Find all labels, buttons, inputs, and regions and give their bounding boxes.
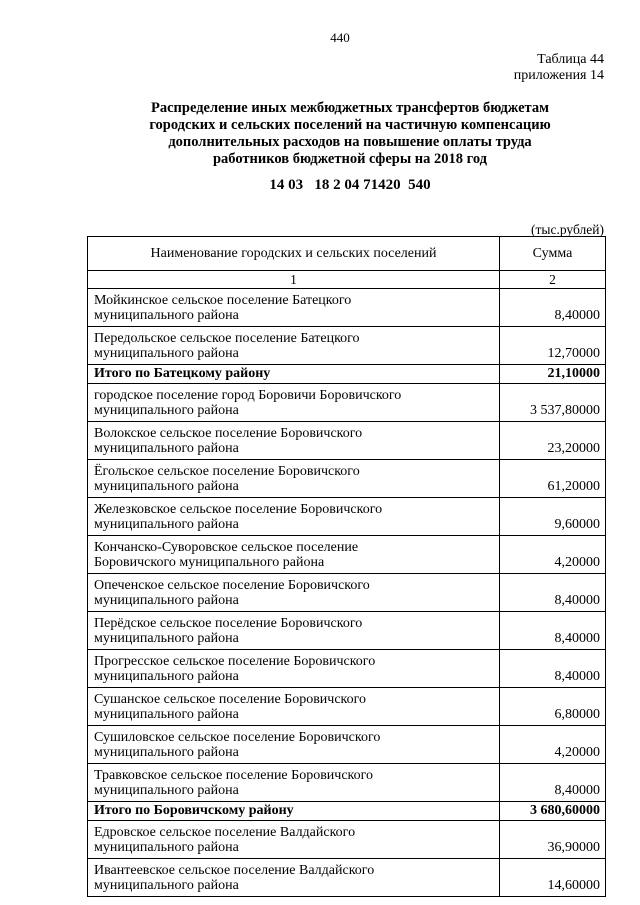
table-reference xyxy=(514,52,604,84)
total-label: Итого по Батецкому району xyxy=(88,365,500,384)
unit-label: (тыс.рублей) xyxy=(531,222,604,237)
settlement-name xyxy=(88,859,500,897)
settlement-name xyxy=(88,574,500,612)
settlement-name xyxy=(88,764,500,802)
total-row xyxy=(88,802,606,821)
settlement-name xyxy=(88,821,500,859)
table-row xyxy=(88,327,606,365)
settlement-name-line-2: муниципального района xyxy=(94,744,239,760)
title-line-4: работников бюджетной сферы на 2018 год xyxy=(212,151,488,167)
column-index-name: 1 xyxy=(88,271,500,289)
table-row xyxy=(88,859,606,897)
header-row xyxy=(88,237,606,271)
settlement-name-line-1: Сушанское сельское поселение Боровичского xyxy=(94,691,367,707)
row-sum: 4,20000 xyxy=(500,726,606,764)
settlement-name-line-1: городское поселение город Боровичи Боровичского xyxy=(94,387,402,403)
settlement-name-line-2: муниципального района xyxy=(94,782,239,798)
settlement-name-line-2: муниципального района xyxy=(94,630,239,646)
settlement-name xyxy=(88,688,500,726)
document-title xyxy=(90,100,610,168)
table-row xyxy=(88,460,606,498)
row-sum: 4,20000 xyxy=(500,536,606,574)
settlement-name xyxy=(88,726,500,764)
settlement-name xyxy=(88,327,500,365)
title-line-3: дополнительных расходов на повышение оплаты труда xyxy=(168,134,532,150)
settlement-name-line-2: муниципального района xyxy=(94,516,239,532)
settlement-name-line-2: муниципального района xyxy=(94,839,239,855)
table-row xyxy=(88,422,606,460)
table-row xyxy=(88,574,606,612)
settlement-name-line-2: муниципального района xyxy=(94,877,239,893)
settlement-name-line-1: Железковское сельское поселение Боровичского xyxy=(94,501,383,517)
settlement-name-line-2: муниципального района xyxy=(94,478,239,494)
page-number: 440 xyxy=(330,30,350,45)
row-sum: 8,40000 xyxy=(500,612,606,650)
row-sum: 61,20000 xyxy=(500,460,606,498)
table-row xyxy=(88,688,606,726)
settlement-name-line-1: Травковское сельское поселение Боровичского xyxy=(94,767,374,783)
total-row xyxy=(88,365,606,384)
settlement-name xyxy=(88,498,500,536)
settlement-name-line-2: Боровичского муниципального района xyxy=(94,554,325,570)
settlement-name-line-2: муниципального района xyxy=(94,402,239,418)
row-sum: 8,40000 xyxy=(500,289,606,327)
settlement-name-line-2: муниципального района xyxy=(94,706,239,722)
budget-code: 14 03 18 2 04 71420 540 xyxy=(269,177,431,193)
settlement-name xyxy=(88,460,500,498)
table-row xyxy=(88,498,606,536)
settlement-name xyxy=(88,612,500,650)
row-sum: 3 537,80000 xyxy=(500,384,606,422)
title-line-2: городских и сельских поселений на частичную компенсацию xyxy=(149,117,551,133)
settlement-name-line-1: Прогресское сельское поселение Боровичского xyxy=(94,653,376,669)
table-row xyxy=(88,536,606,574)
settlement-name xyxy=(88,422,500,460)
settlement-name-line-2: муниципального района xyxy=(94,668,239,684)
row-sum: 36,90000 xyxy=(500,821,606,859)
settlement-name-line-1: Едровское сельское поселение Валдайского xyxy=(94,824,356,840)
column-index-sum: 2 xyxy=(500,271,606,289)
settlement-name xyxy=(88,536,500,574)
header-name: Наименование городских и сельских поселений xyxy=(88,237,500,271)
table-ref-line-2: приложения 14 xyxy=(513,68,604,83)
table-ref-line-1: Таблица 44 xyxy=(537,52,604,67)
header-sum: Сумма xyxy=(500,237,606,271)
settlement-name-line-1: Сушиловское сельское поселение Боровичского xyxy=(94,729,381,745)
row-sum: 9,60000 xyxy=(500,498,606,536)
settlement-name-line-1: Мойкинское сельское поселение Батецкого xyxy=(94,292,352,308)
table-row xyxy=(88,289,606,327)
column-index-row xyxy=(88,271,606,289)
settlement-name-line-2: муниципального района xyxy=(94,307,239,323)
settlement-name-line-1: Ивантеевское сельское поселение Валдайского xyxy=(94,862,375,878)
table-row xyxy=(88,384,606,422)
settlement-name-line-2: муниципального района xyxy=(94,345,239,361)
total-label: Итого по Боровичскому району xyxy=(88,802,500,821)
table-row xyxy=(88,726,606,764)
row-sum: 6,80000 xyxy=(500,688,606,726)
transfers-table xyxy=(87,236,606,897)
row-sum: 3 680,60000 xyxy=(500,802,606,821)
row-sum: 23,20000 xyxy=(500,422,606,460)
row-sum: 8,40000 xyxy=(500,574,606,612)
settlement-name-line-1: Перёдское сельское поселение Боровичского xyxy=(94,615,363,631)
settlement-name-line-1: Волокское сельское поселение Боровичского xyxy=(94,425,363,441)
settlement-name xyxy=(88,650,500,688)
row-sum: 12,70000 xyxy=(500,327,606,365)
settlement-name-line-2: муниципального района xyxy=(94,592,239,608)
table-row xyxy=(88,612,606,650)
table-row xyxy=(88,650,606,688)
row-sum: 8,40000 xyxy=(500,650,606,688)
settlement-name xyxy=(88,384,500,422)
row-sum: 14,60000 xyxy=(500,859,606,897)
settlement-name-line-2: муниципального района xyxy=(94,440,239,456)
settlement-name-line-1: Передольское сельское поселение Батецкого xyxy=(94,330,360,346)
table-row xyxy=(88,764,606,802)
settlement-name-line-1: Ёгольское сельское поселение Боровичского xyxy=(94,463,360,479)
title-line-1: Распределение иных межбюджетных трансфертов бюджетам xyxy=(151,100,549,116)
row-sum: 21,10000 xyxy=(500,365,606,384)
settlement-name-line-1: Опеченское сельское поселение Боровичского xyxy=(94,577,370,593)
table-row xyxy=(88,821,606,859)
settlement-name xyxy=(88,289,500,327)
row-sum: 8,40000 xyxy=(500,764,606,802)
settlement-name-line-1: Кончанско-Суворовское сельское поселение xyxy=(94,539,359,555)
